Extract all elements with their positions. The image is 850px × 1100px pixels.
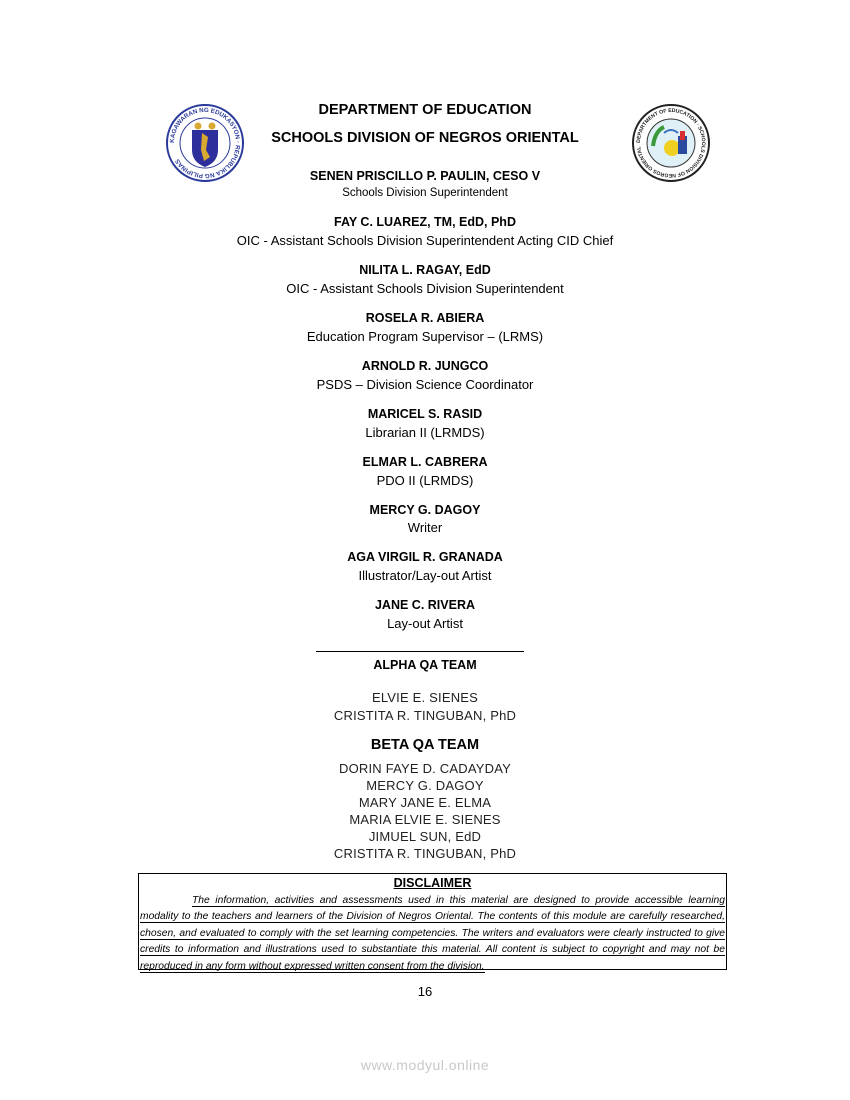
credit-name: ARNOLD R. JUNGCO xyxy=(361,359,489,373)
credit-role: Lay-out Artist xyxy=(387,616,463,631)
disclaimer-text: The information, activities and assessments used in this material are designed to provide accessible learning modality to the teachers and learners of the Division of Negros Oriental. The contents of this module are carefully researched, chosen, and evaluated to comply with the set learning competencies. The writers and evaluators were clearly instructed to give credits to information and illustrations used to substantiate this material. All content is subject to copyright and may not be reproduced in any form without expressed written consent from the division. xyxy=(140,895,725,972)
credit-name: ROSELA R. ABIERA xyxy=(365,311,485,325)
divider-line xyxy=(316,651,524,652)
watermark: www.modyul.online xyxy=(360,1057,490,1073)
beta-member: MARY JANE E. ELMA xyxy=(358,795,492,810)
credit-name: AGA VIRGIL R. GRANADA xyxy=(347,550,503,564)
header-department: DEPARTMENT OF EDUCATION xyxy=(318,102,532,118)
credit-role: PDO II (LRMDS) xyxy=(376,473,474,488)
beta-member: MERCY G. DAGOY xyxy=(366,778,484,793)
credit-name: MARICEL S. RASID xyxy=(367,407,483,421)
credit-role: OIC - Assistant Schools Division Superintendent xyxy=(286,281,564,296)
credit-role: Illustrator/Lay-out Artist xyxy=(358,568,492,583)
beta-qa-title: BETA QA TEAM xyxy=(370,737,480,753)
disclaimer-box xyxy=(138,873,727,970)
credit-name: SENEN PRISCILLO P. PAULIN, CESO V xyxy=(309,169,541,183)
credit-name: NILITA L. RAGAY, EdD xyxy=(359,263,491,277)
credit-role: Education Program Supervisor – (LRMS) xyxy=(306,329,544,344)
disclaimer-body xyxy=(140,893,725,975)
alpha-qa-title: ALPHA QA TEAM xyxy=(373,658,477,672)
left-seal-lettering: KAGAWARAN NG EDUKASYON · REPUBLIKA NG PILIPINAS xyxy=(168,106,242,180)
disclaimer-title: DISCLAIMER xyxy=(393,876,472,890)
alpha-member: CRISTITA R. TINGUBAN, PhD xyxy=(333,708,517,723)
credit-name: JANE C. RIVERA xyxy=(374,598,476,612)
credit-name: FAY C. LUAREZ, TM, EdD, PhD xyxy=(334,215,516,229)
beta-member: DORIN FAYE D. CADAYDAY xyxy=(339,761,511,776)
page-number: 16 xyxy=(417,984,433,999)
header-division: SCHOOLS DIVISION OF NEGROS ORIENTAL xyxy=(271,130,579,146)
credit-role: OIC - Assistant Schools Division Superintendent Acting CID Chief xyxy=(236,233,614,248)
credit-role: PSDS – Division Science Coordinator xyxy=(316,377,534,392)
credit-name: MERCY G. DAGOY xyxy=(369,503,481,517)
credit-role: Schools Division Superintendent xyxy=(342,187,508,199)
credit-role: Librarian II (LRMDS) xyxy=(365,425,485,440)
credit-role: Writer xyxy=(407,520,443,535)
right-seal-lettering: DEPARTMENT OF EDUCATION · SCHOOLS DIVISION OF NEGROS ORIENTAL xyxy=(635,107,707,179)
beta-member: MARIA ELVIE E. SIENES xyxy=(349,812,501,827)
alpha-member: ELVIE E. SIENES xyxy=(371,690,479,705)
beta-member: JIMUEL SUN, EdD xyxy=(368,829,482,844)
credit-name: ELMAR L. CABRERA xyxy=(362,455,488,469)
beta-member: CRISTITA R. TINGUBAN, PhD xyxy=(333,846,517,861)
